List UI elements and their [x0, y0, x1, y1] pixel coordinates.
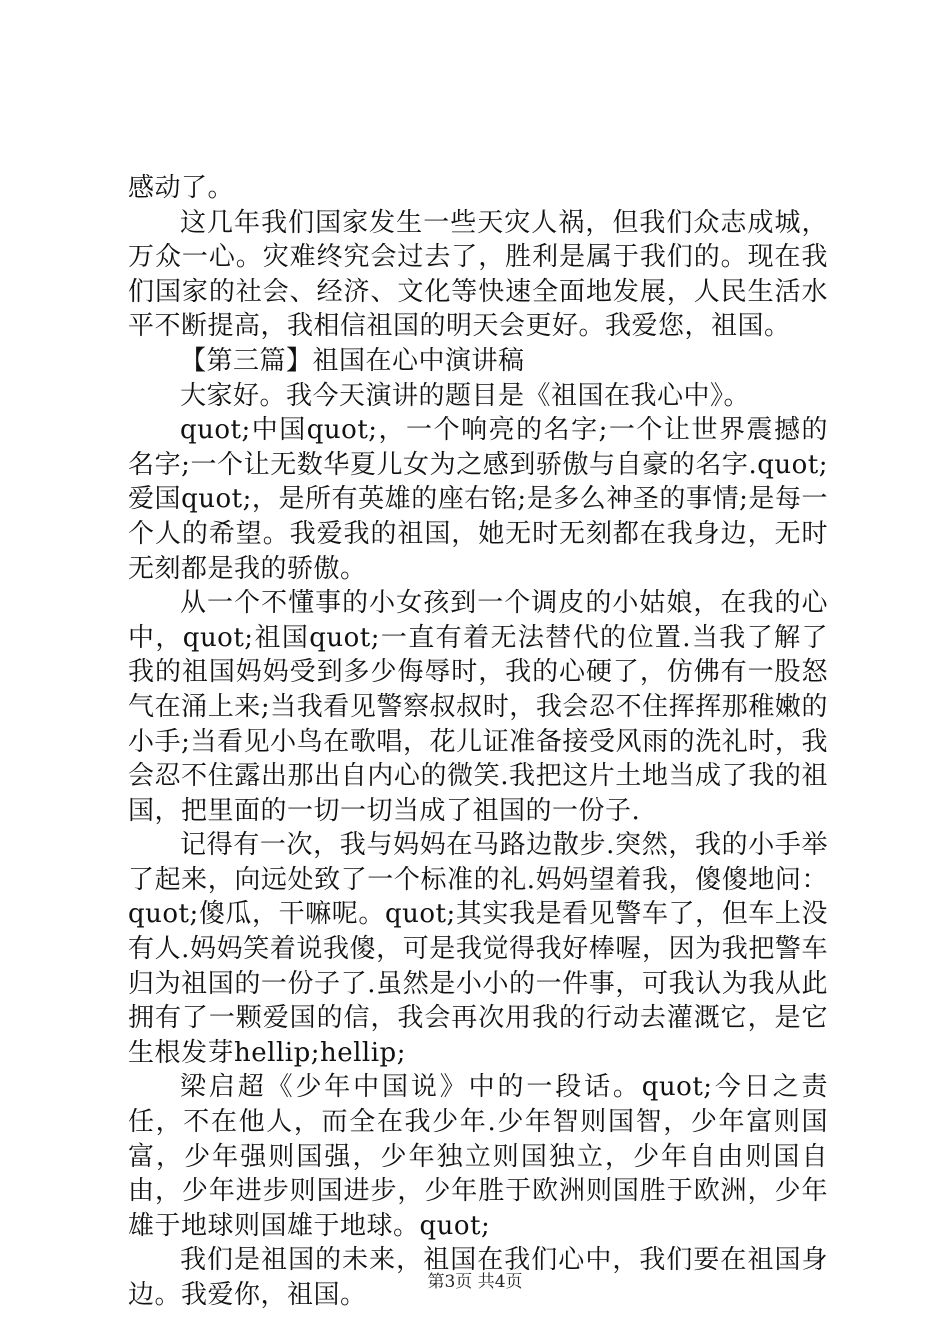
document-body: [128, 171, 828, 1313]
paragraph-greeting: 大家好。我今天演讲的题目是《祖国在我心中》。: [180, 380, 751, 411]
page-number-footer: 第3页 共4页: [427, 1272, 523, 1292]
paragraph-police-car: 记得有一次，我与妈妈在马路边散步.突然，我的小手举了起来，向远处致了一个标准的礼.妈妈望着我，傻傻地问：quot;傻瓜，干嘛呢。quot;其实我是看见警车了，但车上没有人.妈妈笑着说我傻，可是我觉得我好棒喔，因为我把警车归为祖国的一份子了.虽然是小小的一件事，可我认为我从此拥有了一颗爱国的信，我会再次用我的行动去灌溉它，是它生根发芽hellip;hellip;: [128, 830, 828, 1068]
section-heading: 【第三篇】祖国在心中演讲稿: [180, 345, 525, 376]
paragraph-liang-qichao: 梁启超《少年中国说》中的一段话。quot;今日之责任，不在他人，而全在我少年.少年智则国智，少年富则国富，少年强则国强，少年独立则国独立，少年自由则国自由，少年进步则国进步，少年胜于欧洲则国胜于欧洲，少年雄于地球则国雄于地球。quot;: [128, 1072, 828, 1241]
paragraph-childhood: 从一个不懂事的小女孩到一个调皮的小姑娘，在我的心中，quot;祖国quot;一直有着无法替代的位置.当我了解了我的祖国妈妈受到多少侮辱时，我的心硬了，仿佛有一股怒气在涌上来;当我看见警察叔叔时，我会忍不住挥挥那稚嫩的小手;当看见小鸟在歌唱，花儿证准备接受风雨的洗礼时，我会忍不住露出那出自内心的微笑.我把这片土地当成了我的祖国，把里面的一切一切当成了祖国的一份子.: [128, 588, 828, 826]
paragraph-china-name: quot;中国quot;，一个响亮的名字;一个让世界震撼的名字;一个让无数华夏儿女为之感到骄傲与自豪的名字.quot;爱国quot;，是所有英雄的座右铭;是多么神圣的事情;是每一个人的希望。我爱我的祖国，她无时无刻都在我身边，无时无刻都是我的骄傲。: [128, 415, 828, 584]
paragraph-continuation: 感动了。: [128, 173, 235, 203]
paragraph-disasters: 这几年我们国家发生一些天灾人祸，但我们众志成城，万众一心。灾难终究会过去了，胜利是属于我们的。现在我们国家的社会、经济、文化等快速全面地发展，人民生活水平不断提高，我相信祖国的明天会更好。我爱您，祖国。: [128, 207, 828, 342]
paragraph-closing: 我们是祖国的未来，祖国在我们心中，我们要在祖国身边。我爱你，祖国。: [128, 1245, 828, 1310]
